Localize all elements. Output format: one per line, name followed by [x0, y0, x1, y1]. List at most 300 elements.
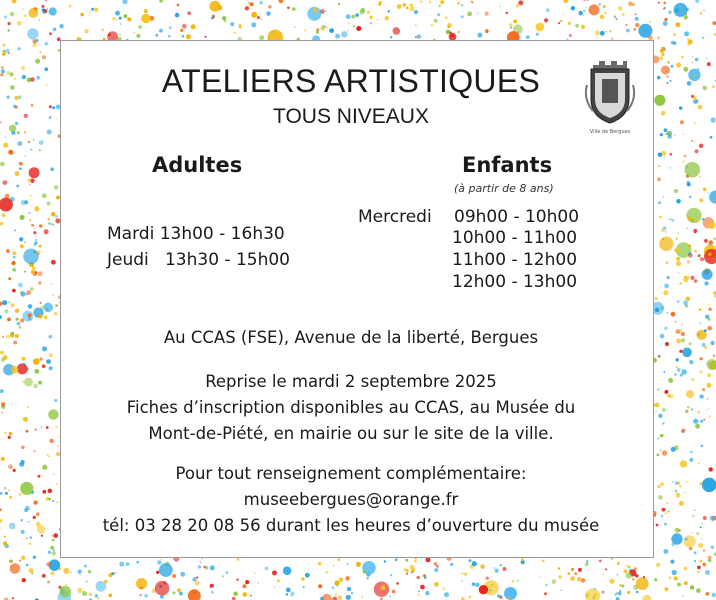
paint-dot [321, 26, 326, 31]
paint-dot [658, 414, 662, 418]
paint-dot [42, 193, 47, 198]
paint-dot [144, 9, 148, 13]
paint-dot [0, 389, 4, 393]
paint-dot [56, 119, 57, 120]
paint-dot [33, 43, 37, 47]
paint-dot [33, 500, 37, 504]
paint-dot [699, 308, 702, 311]
paint-dot [477, 33, 482, 38]
paint-dot [26, 430, 29, 433]
paint-dot [36, 522, 41, 527]
paint-dot [628, 1, 633, 6]
paint-dot [266, 11, 271, 16]
paint-dot [127, 17, 131, 21]
paint-dot [708, 222, 715, 229]
paint-dot [697, 411, 700, 414]
paint-dot [671, 312, 676, 317]
paint-dot [254, 573, 255, 574]
paint-dot [159, 0, 163, 3]
paint-dot [461, 4, 463, 6]
paint-dot [77, 588, 82, 593]
children-slot: 09h00 - 10h00 [454, 207, 580, 227]
paint-dot [5, 492, 8, 495]
paint-dot [1, 457, 5, 461]
paint-dot [346, 595, 351, 600]
paint-dot [654, 521, 655, 522]
paint-dot [544, 18, 548, 22]
paint-dot [33, 231, 36, 234]
paint-dot [709, 191, 716, 204]
paint-dot [542, 560, 545, 563]
paint-dot [39, 51, 41, 53]
paint-dot [49, 335, 53, 339]
paint-dot [367, 577, 369, 579]
paint-dot [410, 565, 415, 570]
paint-dot [19, 167, 22, 170]
paint-dot [680, 14, 682, 16]
paint-dot [46, 359, 51, 364]
paint-dot [251, 22, 256, 27]
paint-dot [12, 249, 14, 251]
paint-dot [250, 595, 252, 597]
paint-dot [683, 161, 685, 163]
adults-session: Mardi 13h00 - 16h30 [107, 224, 285, 244]
paint-dot [706, 359, 716, 370]
paint-dot [6, 71, 9, 74]
paint-dot [669, 577, 671, 579]
paint-dot [5, 49, 10, 54]
paint-dot [558, 22, 560, 24]
paint-dot [702, 523, 703, 524]
paint-dot [337, 558, 340, 561]
paint-dot [688, 216, 693, 221]
paint-dot [662, 238, 664, 240]
paint-dot [712, 85, 715, 88]
paint-dot [313, 8, 318, 13]
paint-dot [680, 329, 682, 331]
paint-dot [707, 62, 711, 66]
paint-dot [14, 229, 16, 231]
paint-dot [677, 482, 680, 485]
paint-dot [711, 117, 716, 122]
paint-dot [85, 29, 89, 33]
paint-dot [708, 556, 712, 560]
paint-dot [676, 358, 679, 361]
paint-dot [415, 25, 416, 26]
paint-dot [13, 256, 15, 258]
paint-dot [670, 560, 674, 564]
paint-dot [678, 272, 679, 273]
paint-dot [660, 334, 665, 339]
paint-dot [636, 577, 649, 590]
paint-dot [690, 451, 693, 454]
paint-dot [661, 53, 664, 56]
paint-dot [697, 219, 700, 222]
paint-dot [397, 4, 402, 9]
paint-dot [115, 11, 120, 16]
paint-dot [600, 15, 604, 19]
paint-dot [3, 541, 7, 545]
paint-dot [31, 270, 35, 274]
paint-dot [39, 245, 42, 248]
paint-dot [664, 157, 665, 158]
paint-dot [390, 36, 392, 38]
paint-dot [683, 67, 688, 72]
registration-line: Fiches d’inscription disponibles au CCAS, au Musée du [126, 398, 576, 417]
paint-dot [477, 12, 479, 14]
paint-dot [77, 570, 81, 574]
paint-dot [444, 592, 449, 597]
paint-dot [702, 478, 716, 493]
paint-dot [661, 47, 663, 49]
paint-dot [48, 498, 51, 501]
paint-dot [341, 31, 347, 37]
paint-dot [654, 297, 657, 300]
paint-dot [242, 592, 247, 597]
paint-dot [248, 2, 250, 4]
paint-dot [332, 597, 337, 600]
paint-dot [706, 409, 707, 410]
paint-dot [560, 20, 562, 22]
paint-dot [461, 580, 463, 582]
paint-dot [536, 33, 539, 36]
paint-dot [89, 593, 92, 596]
paint-dot [366, 572, 371, 577]
paint-dot [684, 155, 687, 158]
paint-dot [486, 577, 489, 580]
paint-dot [19, 462, 24, 467]
paint-dot [48, 489, 53, 494]
paint-dot [54, 399, 57, 402]
paint-dot [10, 85, 15, 90]
paint-dot [417, 594, 419, 596]
paint-dot [258, 582, 260, 584]
paint-dot [707, 317, 711, 321]
paint-dot [40, 302, 42, 304]
paint-dot [236, 579, 238, 581]
paint-dot [581, 578, 585, 582]
paint-dot [710, 516, 715, 521]
paint-dot [689, 360, 693, 364]
paint-dot [663, 371, 665, 373]
paint-dot [59, 568, 61, 570]
paint-dot [609, 579, 614, 584]
paint-dot [663, 21, 668, 26]
paint-dot [33, 384, 38, 389]
paint-dot [0, 351, 4, 355]
paint-dot [378, 3, 381, 6]
paint-dot [286, 588, 291, 593]
paint-dot [708, 415, 710, 417]
paint-dot [660, 449, 662, 451]
paint-dot [691, 140, 693, 142]
paint-dot [8, 489, 10, 491]
paint-dot [657, 454, 660, 457]
paint-dot [687, 406, 690, 409]
paint-dot [415, 36, 417, 38]
paint-dot [585, 563, 589, 567]
paint-dot [29, 568, 34, 573]
paint-dot [558, 575, 561, 578]
paint-dot [702, 388, 705, 391]
paint-dot [699, 144, 703, 148]
paint-dot [660, 56, 664, 60]
paint-dot [584, 0, 586, 1]
paint-dot [678, 233, 679, 234]
paint-dot [53, 28, 57, 32]
paint-dot [689, 547, 692, 550]
paint-dot [177, 4, 180, 7]
paint-dot [679, 501, 684, 506]
paint-dot [6, 335, 10, 339]
paint-dot [39, 357, 42, 360]
paint-dot [44, 229, 49, 234]
paint-dot [3, 50, 6, 53]
paint-dot [619, 584, 621, 586]
paint-dot [679, 106, 682, 109]
paint-dot [516, 4, 519, 7]
paint-dot [664, 284, 669, 289]
paint-dot [47, 201, 51, 205]
paint-dot [370, 16, 373, 19]
paint-dot [657, 485, 660, 488]
adults-session: Jeudi 13h30 - 15h00 [107, 250, 291, 270]
paint-dot [52, 551, 56, 555]
paint-dot [108, 33, 111, 36]
paint-dot [667, 61, 669, 63]
paint-dot [694, 141, 695, 142]
paint-dot [48, 456, 50, 458]
paint-dot [703, 516, 707, 520]
paint-dot [676, 493, 681, 498]
paint-dot [418, 577, 420, 579]
paint-dot [290, 592, 294, 596]
paint-dot [41, 535, 43, 537]
paint-dot [347, 563, 349, 565]
paint-dot [188, 589, 201, 600]
paint-dot [694, 279, 697, 282]
paint-dot [28, 317, 31, 320]
paint-dot [24, 14, 27, 17]
paint-dot [46, 84, 48, 86]
paint-dot [2, 213, 6, 217]
paint-dot [671, 447, 676, 452]
paint-dot [9, 560, 12, 563]
paint-dot [458, 31, 460, 33]
logo-caption: Ville de Bergues [589, 129, 631, 135]
paint-dot [599, 560, 602, 563]
paint-dot [687, 260, 691, 264]
paint-dot [5, 136, 7, 138]
paint-dot [671, 533, 682, 544]
paint-dot [2, 52, 6, 56]
paint-dot [686, 208, 701, 223]
paint-dot [15, 171, 20, 176]
paint-dot [80, 574, 81, 575]
paint-dot [49, 116, 52, 119]
paint-dot [52, 539, 55, 542]
paint-dot [20, 291, 25, 296]
paint-dot [692, 378, 694, 380]
paint-dot [141, 14, 150, 23]
paint-dot [222, 16, 226, 20]
paint-dot [564, 0, 569, 3]
paint-dot [670, 80, 672, 82]
paint-dot [682, 595, 684, 597]
paint-dot [674, 135, 675, 136]
paint-dot [676, 237, 678, 239]
paint-dot [180, 572, 185, 577]
paint-dot [687, 38, 689, 40]
paint-dot [664, 327, 667, 330]
paint-dot [52, 500, 54, 502]
paint-dot [700, 257, 704, 261]
paint-dot [589, 4, 600, 15]
paint-dot [509, 23, 513, 27]
paint-dot [50, 546, 54, 550]
paint-dot [274, 586, 276, 588]
paint-dot [663, 2, 666, 5]
paint-dot [710, 136, 713, 139]
paint-dot [46, 426, 49, 429]
paint-dot [665, 390, 669, 394]
paint-dot [663, 196, 664, 197]
paint-dot [318, 584, 322, 588]
paint-dot [370, 22, 372, 24]
paint-dot [283, 566, 292, 575]
paint-dot [8, 436, 11, 439]
paint-dot [469, 559, 472, 562]
paint-dot [603, 574, 604, 575]
paint-dot [56, 426, 58, 428]
paint-dot [94, 8, 98, 12]
paint-dot [570, 576, 575, 581]
paint-dot [239, 26, 242, 29]
paint-dot [15, 96, 19, 100]
paint-dot [691, 76, 694, 79]
paint-dot [510, 32, 512, 34]
paint-dot [563, 13, 564, 14]
paint-dot [692, 56, 693, 57]
paint-dot [305, 573, 310, 578]
paint-dot [665, 231, 666, 232]
paint-dot [26, 293, 28, 295]
paint-dot [68, 5, 71, 8]
paint-dot [27, 28, 38, 39]
paint-dot [82, 591, 87, 596]
paint-dot [38, 475, 41, 478]
paint-dot [678, 529, 681, 532]
paint-dot [31, 8, 32, 9]
paint-dot [698, 105, 703, 110]
paint-dot [417, 34, 421, 38]
paint-dot [31, 77, 35, 81]
paint-dot [552, 579, 557, 584]
paint-dot [702, 218, 705, 221]
paint-dot [168, 35, 171, 38]
paint-dot [14, 78, 16, 80]
paint-dot [29, 536, 32, 539]
paint-dot [710, 341, 714, 345]
paint-dot [480, 564, 485, 569]
paint-dot [13, 269, 16, 272]
paint-dot [116, 19, 117, 20]
paint-dot [605, 568, 607, 570]
paint-dot [211, 591, 214, 594]
paint-dot [544, 592, 547, 595]
paint-dot [689, 252, 692, 255]
paint-dot [24, 131, 26, 133]
children-day: Mercredi [358, 207, 432, 227]
paint-dot [707, 326, 712, 331]
paint-dot [686, 276, 690, 280]
paint-dot [140, 594, 142, 596]
paint-dot [33, 516, 36, 519]
paint-dot [517, 31, 519, 33]
paint-dot [659, 237, 673, 251]
paint-dot [48, 222, 51, 225]
paint-dot [326, 571, 328, 573]
paint-dot [571, 568, 574, 571]
paint-dot [693, 419, 698, 424]
paint-dot [0, 315, 2, 319]
paint-dot [8, 464, 13, 469]
paint-dot [0, 162, 5, 167]
paint-dot [45, 42, 49, 46]
paint-dot [689, 458, 693, 462]
paint-dot [670, 167, 671, 168]
paint-dot [15, 122, 18, 125]
paint-dot [704, 239, 708, 243]
paint-dot [89, 11, 91, 13]
paint-dot [17, 141, 22, 146]
registration-line: Mont-de-Piété, en mairie ou sur le site de la ville. [148, 424, 554, 443]
paint-dot [616, 18, 618, 20]
paint-dot [250, 2, 254, 6]
paint-dot [638, 24, 652, 38]
paint-dot [472, 582, 476, 586]
paint-dot [28, 8, 38, 18]
paint-dot [49, 105, 52, 108]
paint-dot [18, 283, 23, 288]
paint-dot [2, 300, 7, 305]
paint-dot [679, 282, 681, 284]
paint-dot [0, 527, 1, 528]
paint-dot [670, 394, 674, 398]
paint-dot [119, 34, 121, 36]
paint-dot [53, 533, 58, 538]
paint-dot [618, 6, 622, 10]
paint-dot [361, 8, 366, 13]
paint-dot [347, 587, 351, 591]
paint-dot [13, 341, 17, 345]
paint-dot [704, 329, 707, 332]
paint-dot [662, 451, 667, 456]
paint-dot [709, 308, 712, 311]
paint-dot [24, 114, 28, 118]
paint-dot [633, 28, 636, 31]
paint-dot [681, 338, 685, 342]
paint-dot [31, 104, 34, 107]
paint-dot [709, 240, 714, 245]
paint-dot [700, 482, 703, 485]
paint-dot [13, 105, 16, 108]
paint-dot [660, 49, 664, 53]
paint-dot [676, 257, 680, 261]
paint-dot [702, 269, 713, 280]
paint-dot [26, 564, 29, 567]
paint-dot [114, 572, 116, 574]
